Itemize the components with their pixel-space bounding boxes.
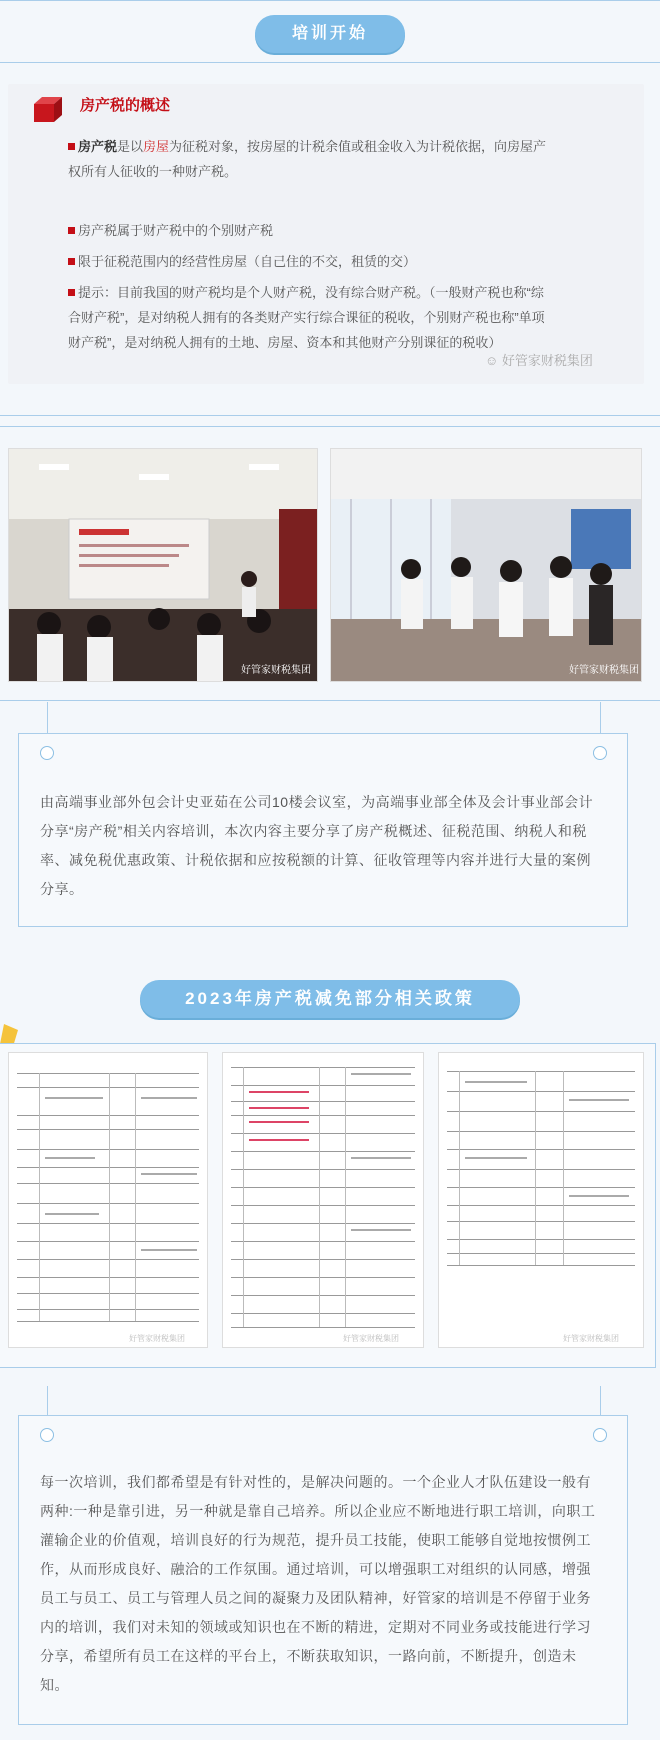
connector-circle-right (593, 746, 607, 760)
policy-doc-page-2 (222, 1052, 424, 1348)
training-photo-right (330, 448, 642, 682)
red-cube-icon (30, 96, 64, 122)
divider-above-photos (0, 415, 660, 416)
bullet-icon (68, 143, 75, 150)
overview-watermark (485, 350, 593, 369)
overview-paragraph-scope (68, 249, 548, 274)
top-divider (0, 0, 660, 1)
overview-heading: 房产税的概述 (80, 97, 171, 114)
section-title-policies: 2023年房产税减免部分相关政策 (140, 980, 520, 1018)
title-underline (0, 62, 660, 63)
doc-watermark: 好管家财税集团 (343, 1334, 399, 1343)
doc-watermark: 好管家财税集团 (563, 1334, 619, 1343)
policy-doc-page-3 (438, 1052, 644, 1348)
bullet-icon (68, 289, 75, 296)
intro-text: 由高端事业部外包会计史亚茹在公司10楼会议室，为高端事业部全体及会计事业部会计分享“房产税”相关内容培训，本次内容主要分享了房产税概述、征税范围、纳税人和税率、减免税优惠政策、计税依据和应按税额的计算、征收管理等内容并进行大量的案例分享。 (40, 794, 594, 897)
text-fragment: 为征税对象，按房屋的计税余值或租金收入为计税依据，向房屋产权所有人征收的一种财产税。 (68, 139, 547, 179)
overview-paragraph-individual (68, 218, 548, 243)
highlight-fangwu: 房屋 (143, 139, 170, 154)
text-fragment: 限于征税范围内的经营性房屋（自己住的不交，租赁的交） (78, 254, 417, 269)
closing-text: 每一次培训，我们都希望是有针对性的，是解决问题的。一个企业人才队伍建设一般有两种:一种是靠引进，另一种就是靠自己培养。所以企业应不断地进行职工培训，向职工灌输企业的价值观，培训良好的行为规范，提升员工技能，使职工能够自觉地按惯例工作，从而形成良好、融洽的工作氛围。通过培训，可以增强职工对组织的认同感，增强员工与员工、员工与管理人员之间的凝聚力及团队精神，好管家的培训是不停留于业务内的培训，我们对未知的领域或知识也在不断的精进，定期对不同业务或技能进行学习分享，希望所有员工在这样的平台上，不断获取知识，一路向前，不断提升，创造未知。 (40, 1474, 596, 1693)
overview-paragraph-definition (68, 134, 548, 184)
right-photo-watermark: 好管家财税集团 (569, 665, 639, 676)
term-fangchanshui: 房产税 (78, 139, 118, 154)
text-fragment: 提示：目前我国的财产税均是个人财产税，没有综合财产税。（一般财产税也称“综合财产税”，是对纳税人拥有的各类财产实行综合课征的税收，个别财产税也称”单项财产税”，是对纳税人拥有的土地、房屋、资本和其他财产分别课征的税收） (68, 285, 545, 350)
left-photo-watermark: 好管家财税集团 (241, 665, 311, 676)
connector-circle-right (593, 1428, 607, 1442)
section-title-training-start: 培训开始 (255, 15, 405, 53)
watermark-text: 好管家财税集团 (501, 353, 593, 368)
policy-doc-page-1 (8, 1052, 208, 1348)
divider-above-photos-2 (0, 426, 660, 427)
training-photo-left (8, 448, 318, 682)
doc-watermark: 好管家财税集团 (129, 1334, 185, 1343)
text-fragment: 是以 (117, 139, 144, 154)
wechat-icon: ☺ (485, 353, 499, 368)
overview-paragraph-tip (68, 280, 548, 355)
connector-circle-left (40, 746, 54, 760)
bullet-icon (68, 258, 75, 265)
connector-circle-left (40, 1428, 54, 1442)
bullet-icon (68, 227, 75, 234)
text-fragment: 房产税属于财产税中的个别财产税 (78, 223, 274, 238)
divider-below-photos (0, 700, 660, 701)
